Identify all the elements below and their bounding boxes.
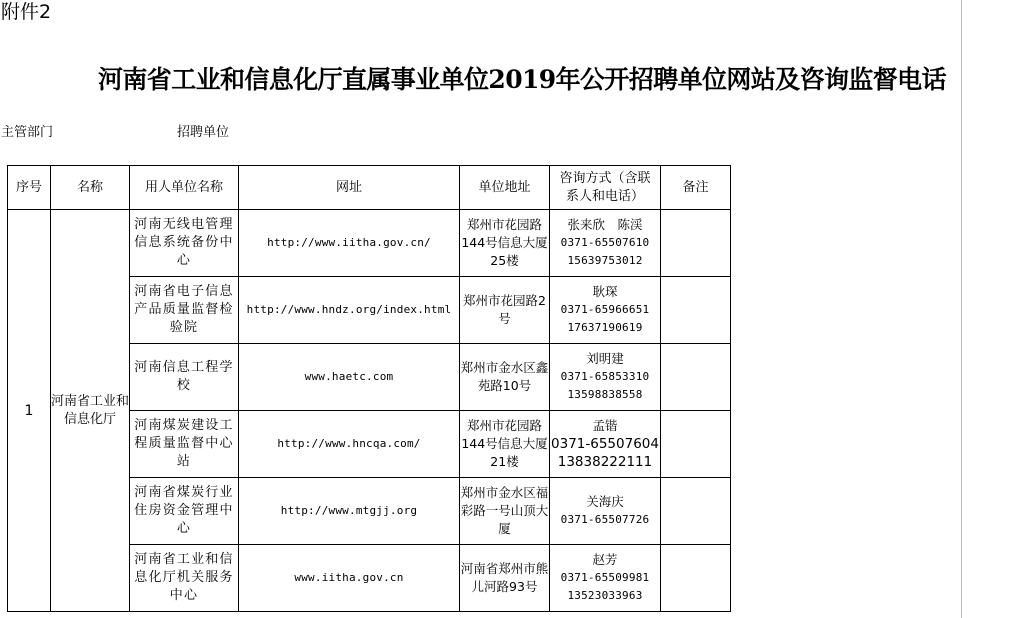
group-name: 河南省工业和信息化厅 — [51, 210, 130, 612]
unit-url: http://www.iitha.gov.cn/ — [239, 210, 460, 277]
unit-name: 河南省电子信息产品质量监督检验院 — [130, 277, 239, 344]
contact-phone: 0371-65507604 — [551, 436, 659, 452]
table-row — [8, 210, 731, 277]
unit-address: 郑州市花园路144号信息大厦25楼 — [460, 210, 550, 277]
header-seq: 序号 — [8, 166, 51, 210]
contact-phone: 0371-65507726 — [560, 513, 650, 526]
unit-note — [661, 210, 731, 277]
unit-note — [661, 478, 731, 545]
contact-phone: 0371-65853310 — [560, 370, 650, 383]
unit-address: 河南省郑州市熊儿河路93号 — [460, 545, 550, 612]
unit-contact — [550, 478, 661, 545]
header-note: 备注 — [661, 166, 731, 210]
group-seq: 1 — [8, 210, 51, 612]
header-name: 名称 — [51, 166, 130, 210]
unit-contact — [550, 545, 661, 612]
contact-name: 关海庆 — [586, 494, 624, 509]
attachment-label: 附件2 — [1, 1, 52, 23]
unit-note — [661, 545, 731, 612]
unit-name: 河南省工业和信息化厅机关服务中心 — [130, 545, 239, 612]
header-contact: 咨询方式（含联系人和电话） — [550, 166, 661, 210]
unit-name: 河南无线电管理信息系统备份中心 — [130, 210, 239, 277]
contact-mobile: 13598838558 — [567, 388, 643, 401]
contact-mobile: 15639753012 — [567, 254, 643, 267]
unit-label: 招聘单位 — [177, 125, 230, 140]
unit-url: http://www.hndz.org/index.html — [239, 277, 460, 344]
unit-note — [661, 277, 731, 344]
header-unit: 用人单位名称 — [130, 166, 239, 210]
contact-name: 耿琛 — [592, 284, 618, 299]
contact-mobile: 13523033963 — [567, 589, 643, 602]
document-title: 河南省工业和信息化厅直属事业单位2019年公开招聘单位网站及咨询监督电话 — [98, 65, 946, 94]
recruitment-table — [7, 165, 731, 612]
unit-name: 河南省煤炭行业住房资金管理中心 — [130, 478, 239, 545]
unit-contact — [550, 210, 661, 277]
unit-url: www.iitha.gov.cn — [239, 545, 460, 612]
contact-phone: 0371-65509981 — [560, 571, 650, 584]
contact-phone: 0371-65507610 — [560, 236, 650, 249]
unit-contact — [550, 277, 661, 344]
unit-note — [661, 344, 731, 411]
unit-note — [661, 411, 731, 478]
unit-name: 河南信息工程学校 — [130, 344, 239, 411]
unit-address: 郑州市金水区鑫苑路10号 — [460, 344, 550, 411]
header-address: 单位地址 — [460, 166, 550, 210]
unit-contact — [550, 411, 661, 478]
unit-url: www.haetc.com — [239, 344, 460, 411]
contact-name: 张来欣 陈渓 — [567, 217, 643, 232]
unit-address: 郑州市花园路2号 — [460, 277, 550, 344]
unit-contact — [550, 344, 661, 411]
department-label: 主管部门 — [1, 125, 54, 140]
unit-address: 郑州市花园路144号信息大厦21楼 — [460, 411, 550, 478]
unit-name: 河南煤炭建设工程质量监督中心站 — [130, 411, 239, 478]
header-url: 网址 — [239, 166, 460, 210]
table-header-row — [8, 166, 731, 210]
contact-name: 赵芳 — [592, 552, 618, 567]
unit-address: 郑州市金水区福彩路一号山顶大厦 — [460, 478, 550, 545]
contact-phone: 0371-65966651 — [560, 303, 650, 316]
contact-name: 孟锴 — [592, 418, 618, 433]
unit-url: http://www.hncqa.com/ — [239, 411, 460, 478]
contact-mobile: 17637190619 — [567, 321, 643, 334]
contact-name: 刘明建 — [586, 351, 624, 366]
unit-url: http://www.mtgjj.org — [239, 478, 460, 545]
contact-mobile: 13838222111 — [557, 454, 653, 470]
